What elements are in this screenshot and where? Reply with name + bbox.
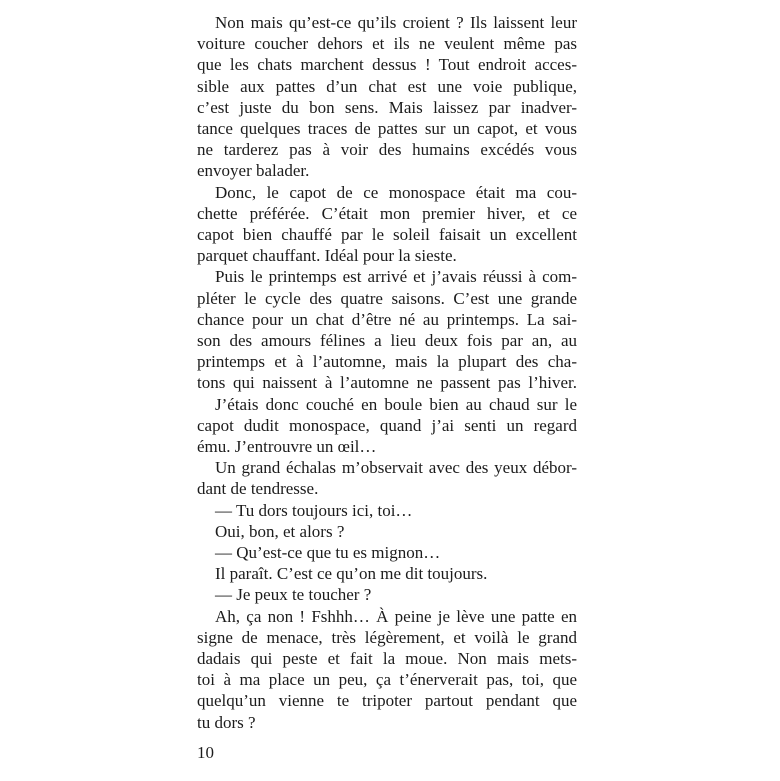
text-line: chette préférée. C’était mon premier hiver, et ce: [197, 203, 577, 223]
text-line: envoyer balader.: [197, 161, 310, 181]
text-line: Oui, bon, et alors ?: [215, 521, 345, 541]
text-line: — Je peux te toucher ?: [215, 585, 372, 605]
text-line: son des amours félines a lieu deux fois par an, au: [197, 331, 577, 350]
page-number: 10: [197, 743, 214, 762]
text-line: signe de menace, très légèrement, et voilà le grand: [197, 627, 577, 647]
text-line: toi à ma place un peu, ça t’énerverait pas, toi, que: [197, 670, 577, 690]
text-line: ému. J’entrouvre un œil…: [197, 437, 377, 456]
text-line: dant de tendresse.: [197, 479, 319, 499]
text-line: printemps et à l’automne, mais la plupart des cha-: [197, 352, 577, 372]
text-line: tu dors ?: [197, 712, 256, 732]
text-line: chance pour un chat d’être né au printemps. La sai-: [197, 309, 577, 329]
text-line: Il paraît. C’est ce qu’on me dit toujours.: [215, 564, 488, 584]
text-line: capot bien chauffé par le soleil faisait un excellent: [197, 225, 577, 244]
text-line: Ah, ça non ! Fshhh… À peine je lève une patte en: [215, 606, 577, 626]
text-line: tons qui naissent à l’automne ne passent pas l’hiver.: [197, 373, 577, 393]
text-line: quelqu’un vienne te tripoter partout pendant que: [197, 691, 577, 711]
text-line: Puis le printemps est arrivé et j’avais réussi à com-: [215, 267, 577, 287]
text-line: Un grand échalas m’observait avec des yeux débor-: [215, 458, 577, 478]
text-line: que les chats marchent dessus ! Tout endroit acces-: [197, 55, 577, 75]
text-line: sible aux pattes d’un chat est une voie publique,: [197, 76, 577, 96]
text-line: c’est juste du bon sens. Mais laissez par inadver-: [197, 97, 577, 117]
text-line: dadais qui peste et fait la moue. Non mais mets-: [197, 649, 577, 668]
text-line: Donc, le capot de ce monospace était ma cou-: [215, 182, 577, 202]
text-line: Non mais qu’est-ce qu’ils croient ? Ils laissent leur: [215, 13, 577, 32]
text-line: voiture coucher dehors et ils ne veulent même pas: [197, 34, 577, 54]
text-line: — Qu’est-ce que tu es mignon…: [215, 543, 441, 562]
text-line: pléter le cycle des quatre saisons. C’est une grande: [197, 288, 577, 308]
text-line: — Tu dors toujours ici, toi…: [215, 500, 413, 520]
text-line: capot dudit monospace, quand j’ai senti un regard: [197, 415, 577, 435]
text-line: parquet chauffant. Idéal pour la sieste.: [197, 246, 457, 266]
text-line: tance quelques traces de pattes sur un capot, et vous: [197, 119, 577, 138]
text-line: J’étais donc couché en boule bien au chaud sur le: [215, 394, 577, 414]
text-line: ne tarderez pas à voir des humains excédés vous: [197, 140, 577, 160]
